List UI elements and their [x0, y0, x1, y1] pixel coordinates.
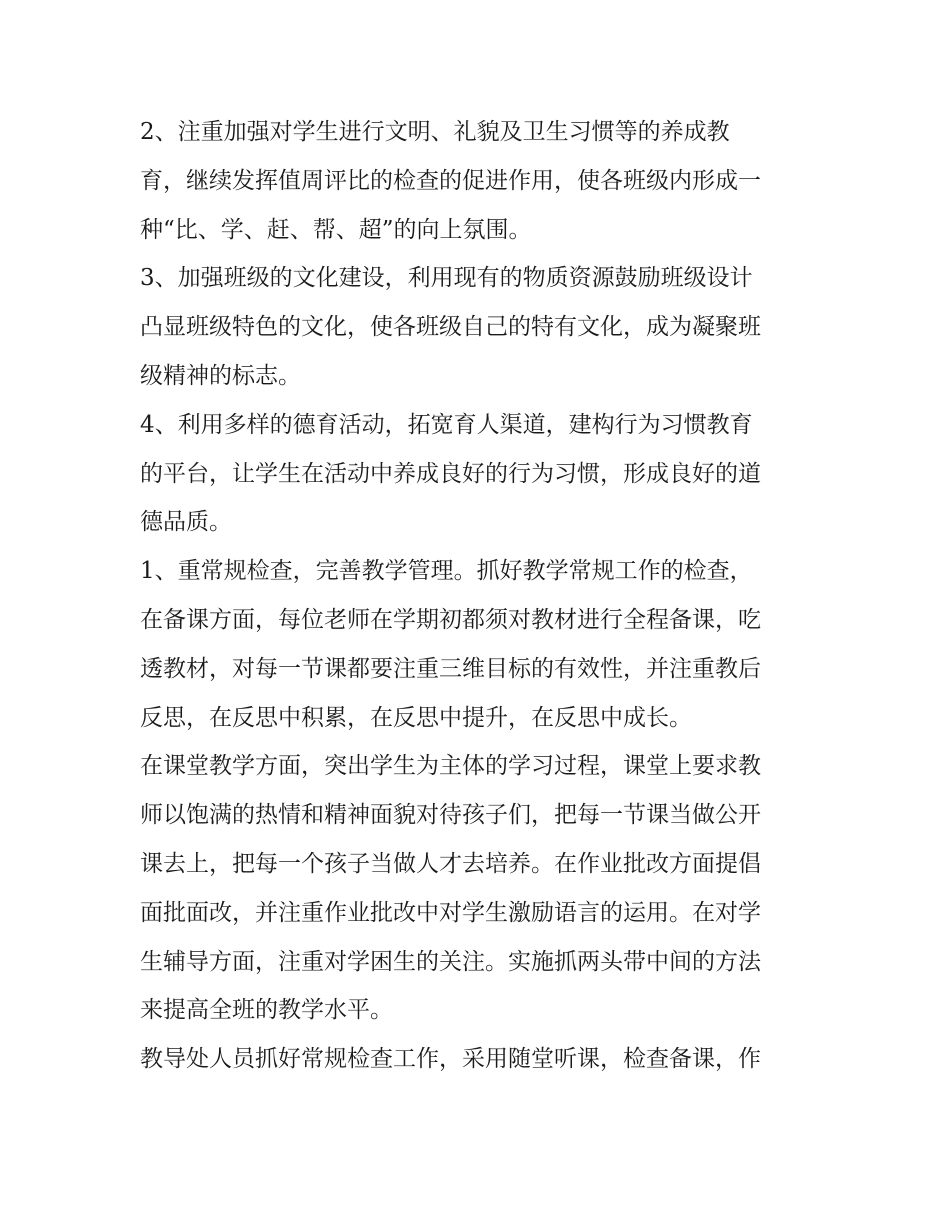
- paragraph-routine-inspection: [140, 547, 820, 742]
- text-line: 凸显班级特色的文化，使各班级自己的特有文化，成为凝聚班: [140, 314, 761, 341]
- text-line: 德品质。: [140, 509, 232, 536]
- document-body: [140, 108, 820, 1084]
- text-line: 生辅导方面，注重对学困生的关注。实施抓两头带中间的方法: [140, 948, 761, 975]
- paragraph-moral-activities: [140, 401, 820, 547]
- text-line: 反思，在反思中积累，在反思中提升，在反思中成长。: [140, 704, 692, 731]
- text-line: 教导处人员抓好常规检查工作，采用随堂听课，检查备课，作: [140, 1046, 761, 1073]
- text-line: 4、利用多样的德育活动，拓宽育人渠道，建构行为习惯教育: [140, 411, 753, 438]
- text-line: 透教材，对每一节课都要注重三维目标的有效性，并注重教后: [140, 655, 761, 682]
- text-line: 师以饱满的热情和精神面貌对待孩子们，把每一节课当做公开: [140, 802, 761, 829]
- text-line: 在备课方面，每位老师在学期初都须对教材进行全程备课，吃: [140, 606, 761, 633]
- text-line: 课去上，把每一个孩子当做人才去培养。在作业批改方面提倡: [140, 850, 761, 877]
- paragraph-moral-habits: [140, 108, 820, 254]
- text-line: 级精神的标志。: [140, 362, 301, 389]
- paragraph-academic-office: [140, 1035, 820, 1084]
- text-line: 1、重常规检查，完善教学管理。抓好教学常规工作的检查，: [140, 558, 753, 585]
- text-line: 面批面改，并注重作业批改中对学生激励语言的运用。在对学: [140, 899, 761, 926]
- paragraph-class-culture: [140, 254, 820, 400]
- paragraph-classroom-teaching: [140, 742, 820, 1035]
- text-line: 在课堂教学方面，突出学生为主体的学习过程，课堂上要求教: [140, 753, 761, 780]
- text-line: 的平台，让学生在活动中养成良好的行为习惯，形成良好的道: [140, 460, 761, 487]
- text-line: 3、加强班级的文化建设，利用现有的物质资源鼓励班级设计: [140, 265, 753, 292]
- text-line: 育，继续发挥值周评比的检查的促进作用，使各班级内形成一: [140, 167, 761, 194]
- text-line: 2、注重加强对学生进行文明、礼貌及卫生习惯等的养成教: [140, 119, 730, 145]
- text-line: 种“比、学、赶、帮、超”的向上氛围。: [140, 216, 532, 243]
- text-line: 来提高全班的教学水平。: [140, 997, 393, 1024]
